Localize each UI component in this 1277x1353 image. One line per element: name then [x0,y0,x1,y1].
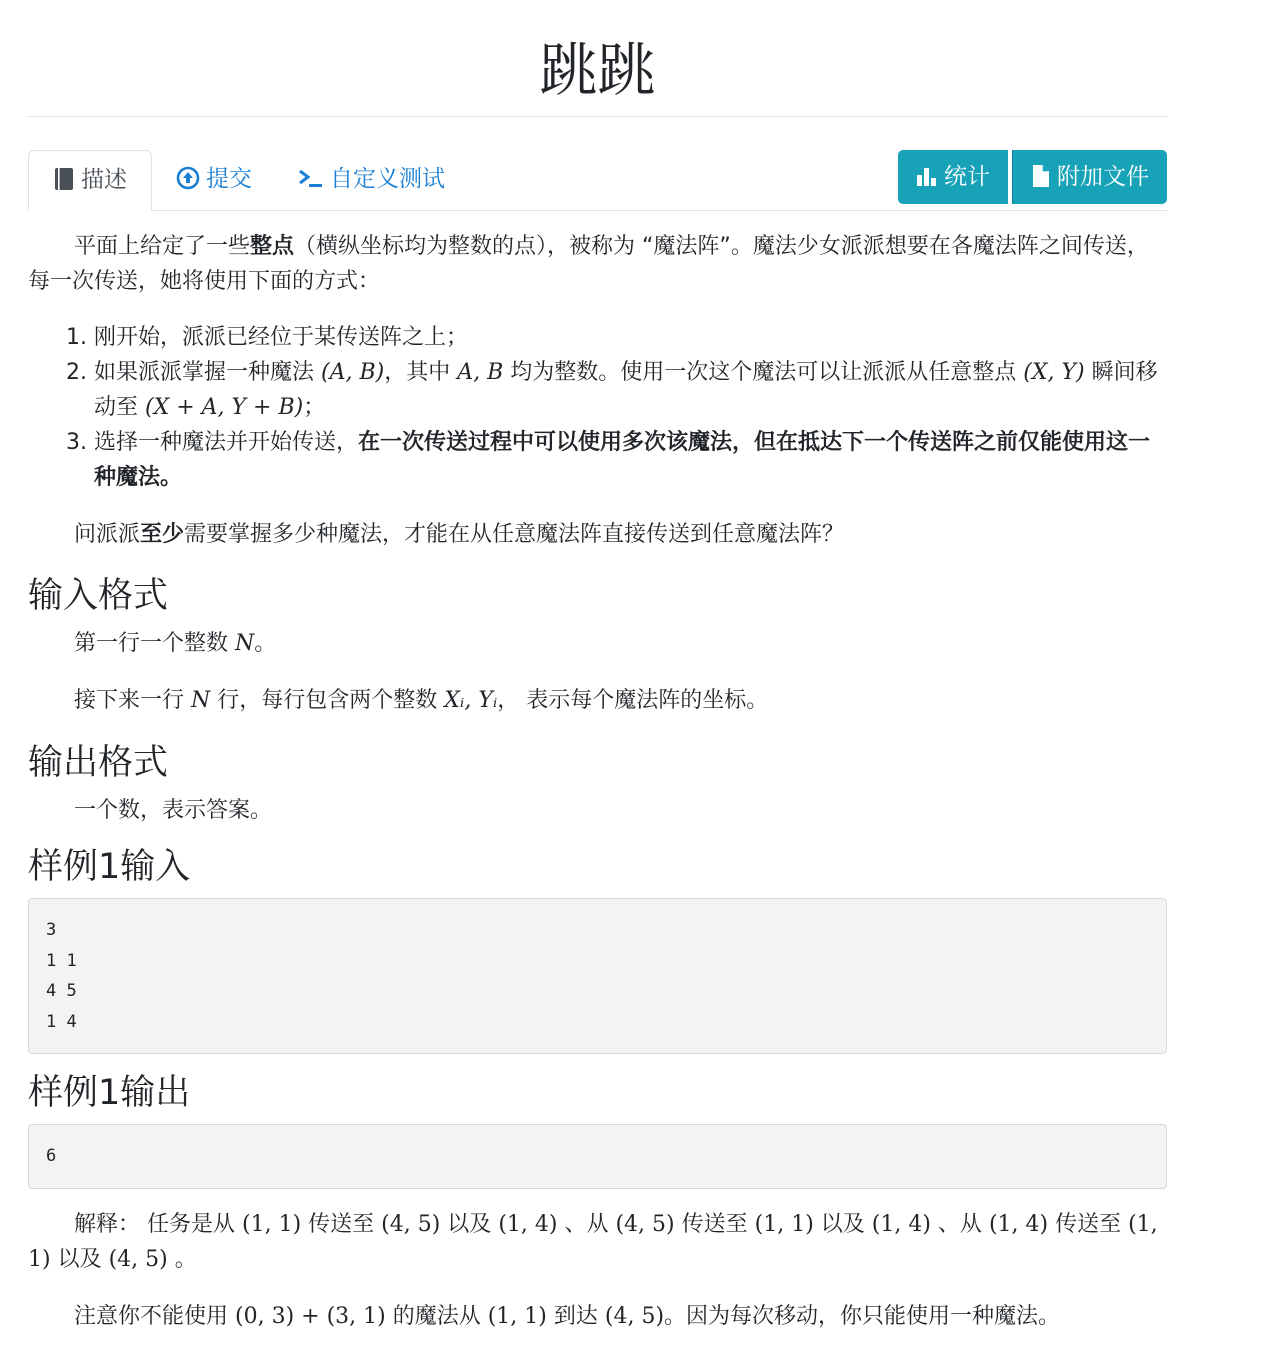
rule-1-text: 刚开始，派派已经位于某传送阵之上； [94,325,469,350]
input-format-heading: 输入格式 [28,576,169,616]
tab-submit-label: 提交 [206,166,252,192]
math: (1, 1) [28,1211,1158,1272]
text: 第一行一个整数 [74,631,235,656]
sample-output-heading: 样例1输出 [28,1073,191,1113]
bar-chart-icon [916,165,938,187]
rule-item [94,425,1167,495]
text: 接下来一行 [74,688,191,713]
rule-2-text: ，其中 [384,360,458,385]
math: (1, 1) [487,1303,547,1329]
rule-2-text: 均为整数。使用一次这个魔法可以让派派从任意整点 [503,360,1024,385]
math: Xᵢ, Yᵢ [444,688,498,713]
text: 传送至 [1048,1211,1129,1237]
math: (1, 4) [871,1211,931,1237]
output-format-heading: 输出格式 [28,743,169,783]
sample-input-heading: 样例1输入 [28,847,191,887]
rule-2-text: 瞬间移动至 [94,360,1158,420]
sample-output-box: 6 [28,1124,1167,1189]
math: N [191,688,211,713]
intro-text-2: （横纵坐标均为整数的点），被称为 “魔法阵”。魔法少女派派想要在各魔法阵之间传送，每一次传送，她将使用下面的方式： [28,234,1149,294]
math: (1, 1) [242,1211,302,1237]
math: N [235,631,255,656]
tab-description[interactable] [28,150,152,211]
rule-3-text: 选择一种魔法并开始传送， [94,430,359,455]
text: 。 [254,631,277,656]
text: 行，每行包含两个整数 [210,688,445,713]
problem-content [28,229,1167,1334]
text: 以及 [440,1211,499,1237]
question-text-2: 需要掌握多少种魔法，才能在从任意魔法阵直接传送到任意魔法阵？ [184,522,845,547]
math: (1, 4) [988,1211,1049,1237]
rule-3-bold: 在一次传送过程中可以使用多次该魔法，但在抵达下一个传送阵之前仅能使用这一种魔法。 [94,430,1151,490]
upload-circle-icon [176,166,200,190]
math: (A, B) [321,360,385,385]
question-text: 问派派 [74,522,141,547]
tab-description-label: 描述 [81,167,127,193]
tab-custom-test-label: 自定义测试 [330,166,445,192]
math: (1, 1) [754,1211,814,1237]
math: (0, 3) + (3, 1) [235,1303,386,1329]
tab-submit[interactable] [152,150,276,208]
text: 的魔法从 [385,1303,488,1329]
explanation-paragraph [28,1207,1167,1277]
math: (4, 5) [108,1246,168,1272]
rules-list [28,320,1167,495]
math: (4, 5) [604,1303,665,1329]
text: 传送至 [301,1211,382,1237]
rule-2-text: 如果派派掌握一种魔法 [94,360,321,385]
page-title: 跳跳 [28,0,1167,117]
rule-item [94,320,1167,355]
question-paragraph [28,517,1167,552]
text: 传送至 [674,1211,755,1237]
tab-bar [28,150,1167,211]
output-line-1: 一个数，表示答案。 [74,798,273,823]
math: (X, Y) [1023,360,1085,385]
text: 解释： 任务是从 [74,1211,242,1237]
intro-paragraph [28,229,1167,299]
text: 到达 [546,1303,605,1329]
question-bold: 至少 [140,522,185,547]
stats-button-label: 统计 [944,164,990,190]
rule-item [94,355,1167,425]
text: 、从 [930,1211,989,1237]
terminal-icon [298,166,324,190]
math: (1, 4) [498,1211,558,1237]
attachments-button[interactable] [1012,150,1167,204]
math: (4, 5) [381,1211,441,1237]
problem-page [28,0,1167,1334]
tab-custom-test[interactable] [274,150,469,208]
text: 。因为每次移动，你只能使用一种魔法。 [664,1303,1061,1329]
text: ， 表示每个魔法阵的坐标。 [497,688,769,713]
input-line-2 [28,683,1167,718]
text: 以及 [50,1246,109,1272]
math: (4, 5) [615,1211,675,1237]
rule-2-text: ； [303,395,326,420]
text: 以及 [813,1211,872,1237]
attachments-button-label: 附加文件 [1057,164,1149,190]
intro-bold: 整点 [250,234,295,259]
file-icon [1031,164,1051,188]
math: A, B [457,360,504,385]
book-icon [53,167,75,191]
text: 。 [167,1246,197,1272]
input-line-1 [28,626,1167,661]
sample-input-box: 3 1 1 4 5 1 4 [28,898,1167,1054]
note-paragraph [28,1299,1167,1334]
intro-text: 平面上给定了一些 [74,234,251,259]
text: 注意你不能使用 [74,1303,235,1329]
text: 、从 [557,1211,616,1237]
stats-button[interactable] [898,150,1008,204]
math: (X + A, Y + B) [145,395,304,420]
